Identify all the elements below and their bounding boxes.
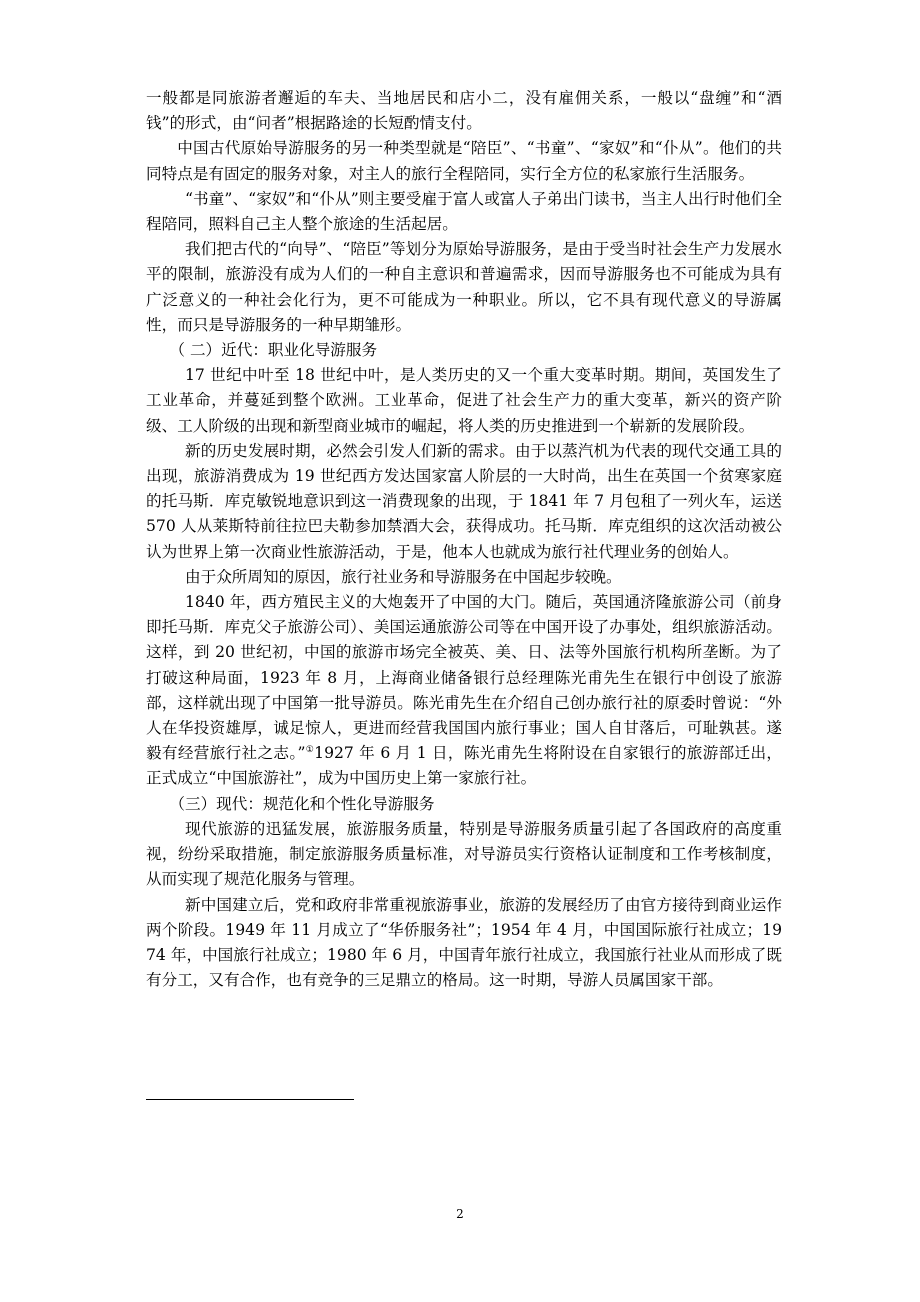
section-heading-modern-era: （ 二）近代：职业化导游服务	[169, 341, 378, 360]
paragraph-thomas-cook: 新的历史发展时期，必然会引发人们新的需求。由于以蒸汽机为代表的现代交通工具的出现，旅游消费成为 19 世纪西方发达国家富人阶层的一大时尚，出生在英国一个贫寒家庭的托马斯．库克敏锐地意识到这一消费现象的出现，于 1841 年 7 月包租了一列火车，运送 570 人从莱斯特前往拉巴夫勒参加禁酒大会，获得成功。托马斯．库克组织的这次活动被公认为世界上第一次商业性旅游活动，于是，他本人也就成为旅行社代理业务的创始人。	[146, 441, 782, 561]
paragraph-text-before-footnote: 1840 年，西方殖民主义的大炮轰开了中国的大门。随后，英国通济隆旅游公司（前身即托马斯．库克父子旅游公司）、美国运通旅游公司等在中国开设了办事处，组织旅游活动。这样，到 20 世纪初，中国的旅游市场完全被英、美、日、法等外国旅行机构所垄断。为了打破这种局面，1923 年 8 月，上海商业储备银行总经理陈光甫先生在银行中创设了旅游部，这样就出现了中国第一批导游员。陈光甫先生在介绍自己创办旅行社的原委时曾说：“外人在华投资雄厚，诚足惊人，更进而经营我国国内旅行事业；国人自甘落后，可耻孰甚。遂毅有经营旅行社之志。”	[146, 593, 782, 763]
page-number: 2	[456, 1207, 464, 1221]
paragraph-servants: “书童”、“家奴”和“仆从”则主要受雇于富人或富人子弟出门读书，当主人出行时他们全程陪同，照料自己主人整个旅途的生活起居。	[146, 189, 782, 234]
paragraph-standardization: 现代旅游的迅猛发展，旅游服务质量，特别是导游服务质量引起了各国政府的高度重视，纷纷采取措施，制定旅游服务质量标准，对导游员实行资格认证制度和工作考核制度，从而实现了规范化服务与管理。	[146, 819, 782, 889]
paragraph-china-first-travel-agency	[146, 590, 782, 792]
footnote-marker: ①	[305, 745, 315, 756]
paragraph-new-china-tourism: 新中国建立后，党和政府非常重视旅游事业，旅游的发展经历了由官方接待到商业运作两个阶段。1949 年 11 月成立了“华侨服务社”；1954 年 4 月，中国国际旅行社成立；1974 年，中国旅行社成立；1980 年 6 月，中国青年旅行社成立，我国旅行社业从而形成了既有分工，又有合作，也有竞争的三足鼎立的格局。这一时期，导游人员属国家干部。	[146, 895, 782, 990]
paragraph-industrial-revolution: 17 世纪中叶至 18 世纪中叶，是人类历史的又一个重大变革时期。期间，英国发生了工业革命，并蔓延到整个欧洲。工业革命，促进了社会生产力的重大变革，新兴的资产阶级、工人阶级的出现和新型商业城市的崛起，将人类的历史推进到一个崭新的发展阶段。	[146, 366, 782, 435]
paragraph-text-after-footnote: 1927 年 6 月 1 日，陈光甫先生将附设在自家银行的旅游部迁出，正式成立“中国旅游社”，成为中国历史上第一家旅行社。	[146, 744, 782, 788]
document-body	[146, 86, 782, 993]
paragraph-companions: 中国古代原始导游服务的另一种类型就是“陪臣”、“书童”、“家奴”和“仆从”。他们的共同特点是有固定的服务对象，对主人的旅行全程陪同，实行全方位的私家旅行生活服务。	[146, 139, 782, 183]
paragraph-primitive-guiding: 我们把古代的“向导”、“陪臣”等划分为原始导游服务，是由于受当时社会生产力发展水平的限制，旅游没有成为人们的一种自主意识和普遍需求，因而导游服务也不可能成为具有广泛意义的一种社会化行为，更不可能成为一种职业。所以，它不具有现代意义的导游属性，而只是导游服务的一种早期雏形。	[146, 240, 782, 334]
section-heading-contemporary: （三）现代：规范化和个性化导游服务	[169, 794, 435, 813]
paragraph-continuation: 一般都是同旅游者邂逅的车夫、当地居民和店小二，没有雇佣关系，一般以“盘缠”和“酒钱”的形式，由“问者”根据路途的长短酌情支付。	[146, 89, 782, 133]
footnote-separator-rule	[146, 1099, 354, 1100]
paragraph-late-start-china: 由于众所周知的原因，旅行社业务和导游服务在中国起步较晚。	[185, 567, 622, 586]
